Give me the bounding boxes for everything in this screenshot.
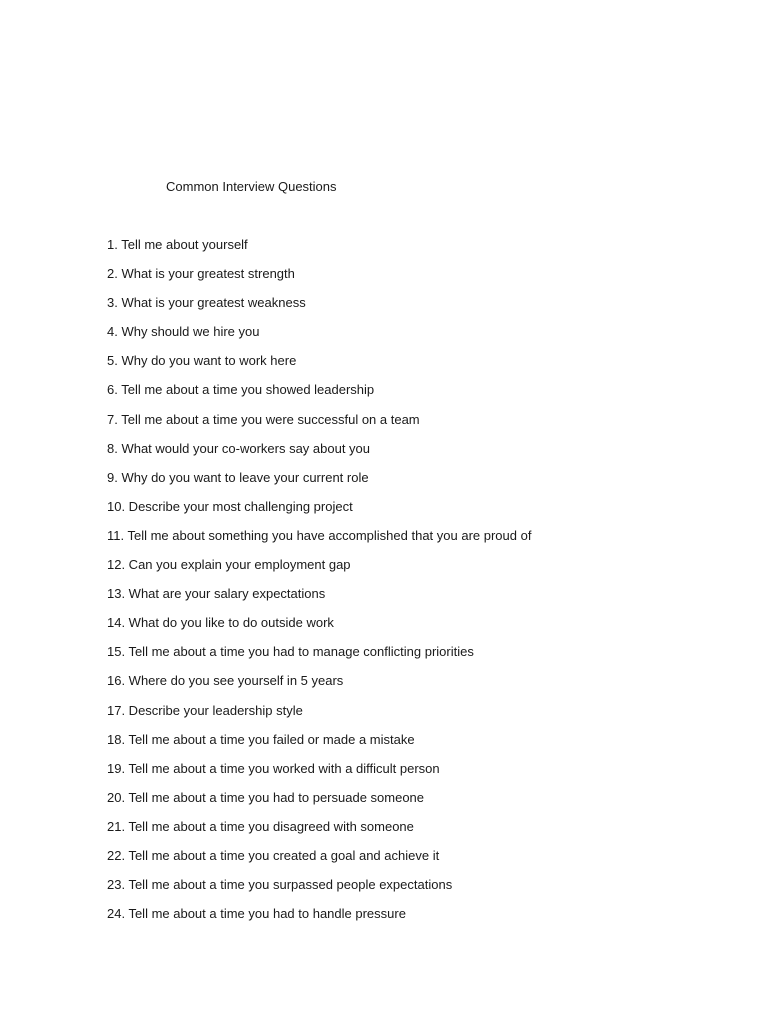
question-item: 13. What are your salary expectations [107, 586, 326, 602]
question-item: 12. Can you explain your employment gap [107, 557, 351, 573]
question-item: 7. Tell me about a time you were successful on a team [107, 411, 420, 427]
question-item: 22. Tell me about a time you created a goal and achieve it [107, 847, 440, 863]
question-item: 17. Describe your leadership style [107, 702, 303, 718]
question-list [107, 237, 531, 935]
question-item: 6. Tell me about a time you showed leadership [107, 382, 375, 398]
question-item: 15. Tell me about a time you had to manage conflicting priorities [107, 644, 474, 660]
question-item: 3. What is your greatest weakness [107, 295, 306, 311]
question-item: 2. What is your greatest strength [107, 266, 295, 282]
question-item: 20. Tell me about a time you had to persuade someone [107, 789, 425, 805]
question-item: 10. Describe your most challenging project [107, 498, 353, 514]
question-item: 21. Tell me about a time you disagreed with someone [107, 818, 414, 834]
question-item: 23. Tell me about a time you surpassed people expectations [107, 877, 453, 893]
document-title: Common Interview Questions [166, 179, 337, 194]
question-item: 18. Tell me about a time you failed or made a mistake [107, 731, 415, 747]
question-item: 11. Tell me about something you have accomplished that you are proud of [107, 527, 532, 543]
question-item: 19. Tell me about a time you worked with a difficult person [107, 760, 440, 776]
question-item: 14. What do you like to do outside work [107, 615, 334, 631]
question-item: 24. Tell me about a time you had to handle pressure [107, 906, 406, 922]
question-item: 1. Tell me about yourself [107, 237, 248, 252]
question-item: 8. What would your co-workers say about you [107, 440, 371, 456]
question-item: 4. Why should we hire you [107, 324, 260, 340]
question-item: 5. Why do you want to work here [107, 353, 297, 369]
question-item: 16. Where do you see yourself in 5 years [107, 673, 344, 689]
question-item: 9. Why do you want to leave your current role [107, 469, 369, 485]
